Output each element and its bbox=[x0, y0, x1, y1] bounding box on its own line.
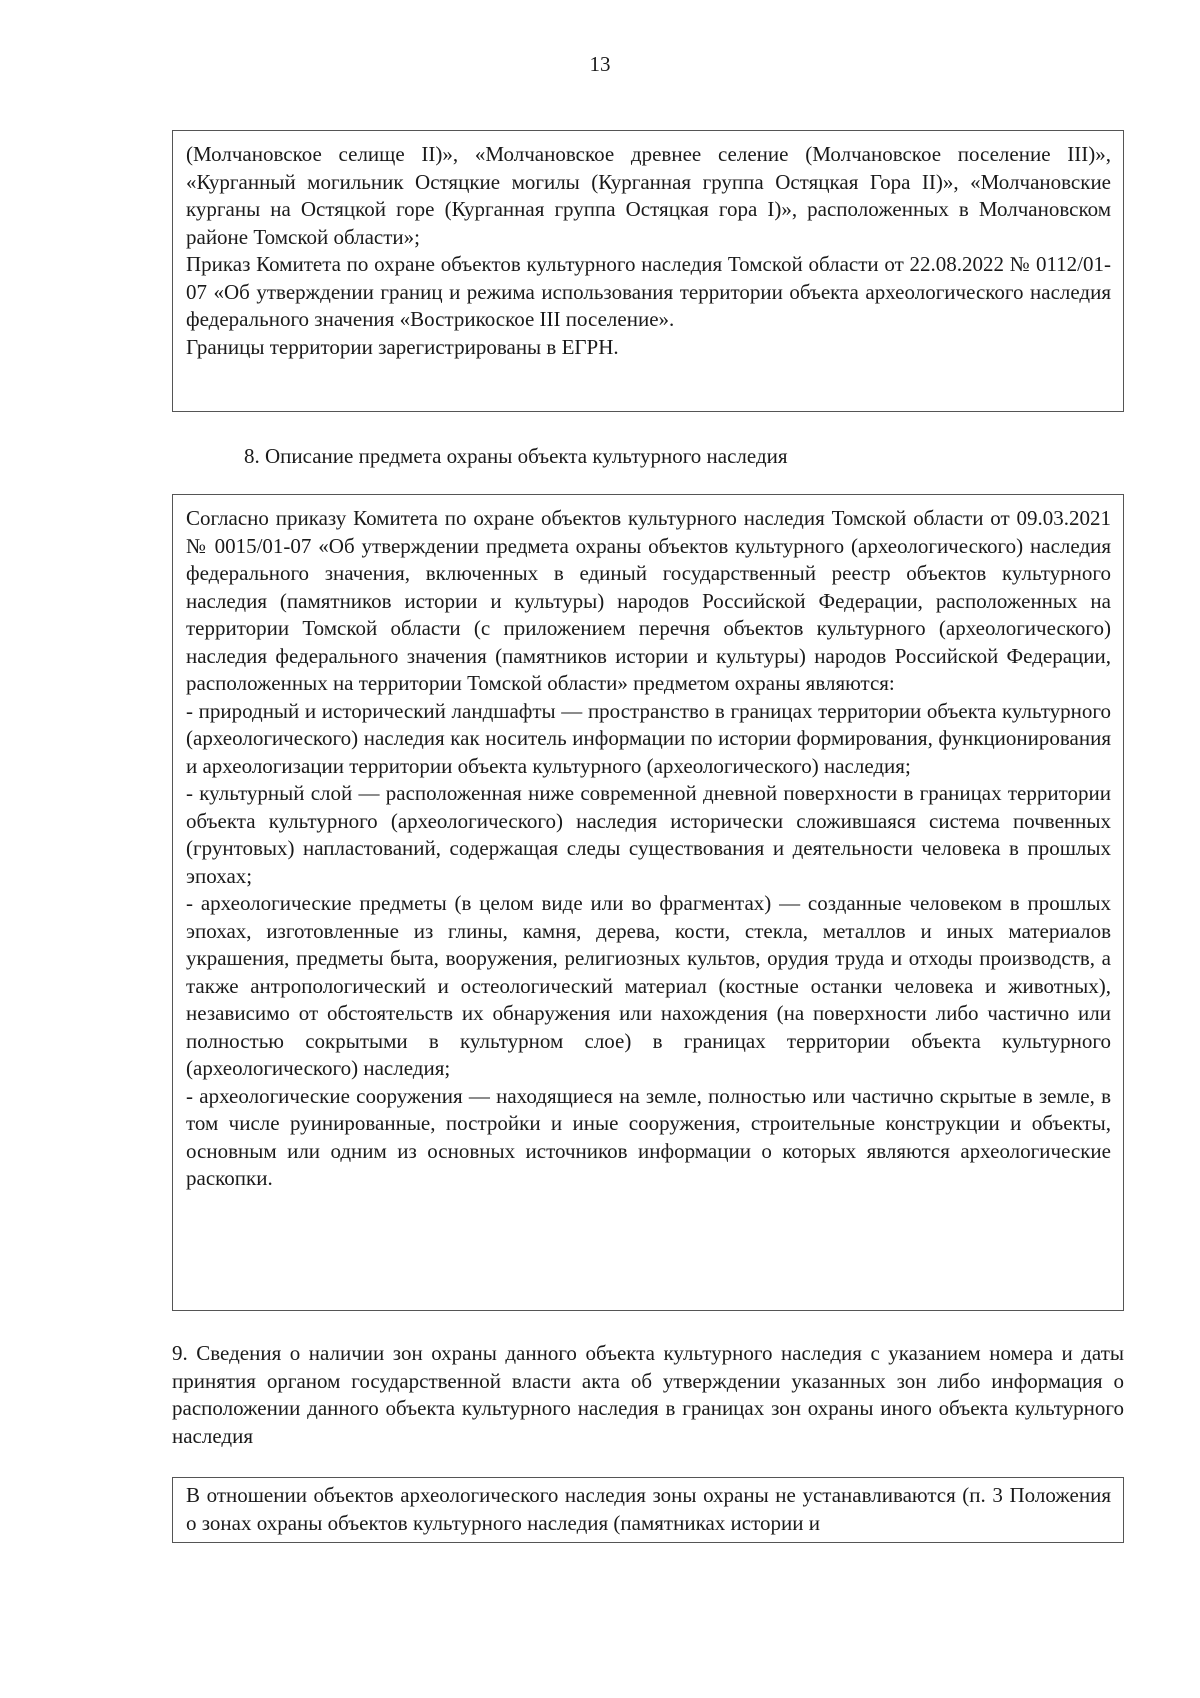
paragraph: Приказ Комитета по охране объектов культурного наследия Томской области от 22.08.2022 № 0112/01-07 «Об утверждении границ и режима использования территории объекта археологического наследия федерального значения «Вострикоское III поселение». bbox=[186, 252, 1111, 331]
page-number: 13 bbox=[589, 52, 611, 76]
list-item: - природный и исторический ландшафты — пространство в границах территории объекта культурного (археологического) наследия как носитель информации по истории формирования, функционирования и археологизации территории объекта культурного (археологического) наследия; bbox=[186, 698, 1111, 778]
paragraph: В отношении объектов археологического наследия зоны охраны не устанавливаются (п. 3 Положения о зонах охраны объектов культурного наследия (памятниках истории и bbox=[186, 1483, 1111, 1535]
list-item: - археологические предметы (в целом виде или во фрагментах) — созданные человеком в прошлых эпохах, изготовленные из глины, камня, дерева, кости, стекла, металлов и иных материалов украшения, предметы быта, вооружения, религиозных культов, орудия труда и отходы производств, а также антропологический и остеологический материал (костные останки человека и животных), независимо от обстоятельств их обнаружения или нахождения (на поверхности либо частично или полностью сокрытыми в культурном слое) в границах территории объекта культурного (археологического) наследия; bbox=[186, 891, 1111, 1080]
section-9-heading: 9. Сведения о наличии зон охраны данного объекта культурного наследия с указанием номера и даты принятия органом государственной власти акта об утверждении указанных зон либо информация о расположении данного объекта культурного наследия в границах зон охраны иного объекта культурного наследия bbox=[172, 1341, 1124, 1448]
paragraph: Границы территории зарегистрированы в ЕГРН. bbox=[186, 334, 619, 359]
continuation-box bbox=[172, 130, 1124, 412]
list-item: - культурный слой — расположенная ниже современной дневной поверхности в границах территории объекта культурного (археологического) наследия исторически сложившаяся система почвенных (грунтовых) напластований, содержащая следы существования и деятельности человека в прошлых эпохах; bbox=[186, 781, 1111, 888]
list-item: - археологические сооружения — находящиеся на земле, полностью или частично скрытые в земле, в том числе руинированные, постройки и иные сооружения, строительные конструкции и объекты, основным или одним из основных источников информации о которых являются археологические раскопки. bbox=[186, 1083, 1111, 1190]
section-8-heading: 8. Описание предмета охраны объекта культурного наследия bbox=[244, 444, 788, 468]
paragraph: Согласно приказу Комитета по охране объектов культурного наследия Томской области от 09.03.2021 № 0015/01-07 «Об утверждении предмета охраны объектов культурного (археологического) наследия федерального значения, включенных в единый государственный реестр объектов культурного наследия (памятников истории и культуры) народов Российской Федерации, расположенных на территории Томской области (с приложением перечня объектов культурного (археологического) наследия федерального значения (памятников истории и культуры) народов Российской Федерации, расположенных на территории Томской области» предметом охраны являются: bbox=[186, 506, 1111, 695]
section-8-box bbox=[172, 494, 1124, 1311]
section-9-box bbox=[172, 1477, 1124, 1543]
paragraph: (Молчановское селище II)», «Молчановское древнее селение (Молчановское поселение III)», «Курганный могильник Остяцкие могилы (Курганная группа Остяцкая Гора II)», «Молчановские курганы на Остяцкой горе (Курганная группа Остяцкая гора I)», расположенных в Молчановском районе Томской области»; bbox=[186, 142, 1111, 249]
